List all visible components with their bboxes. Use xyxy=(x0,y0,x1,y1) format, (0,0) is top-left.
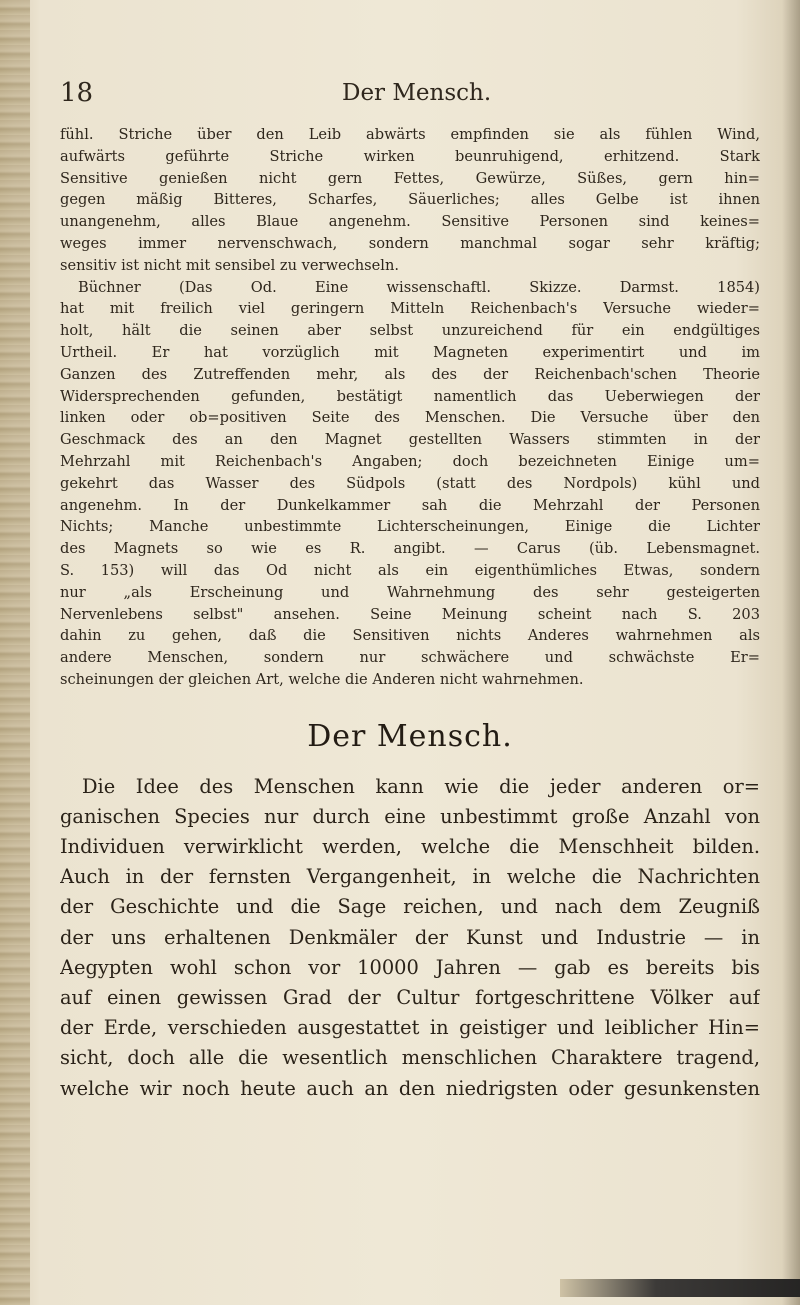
text-line: der uns erhaltenen Denkmäler der Kunst und Industrie — in xyxy=(60,925,760,949)
text-line: Nervenlebens selbst" ansehen. Seine Meinung scheint nach S. 203 xyxy=(60,605,760,623)
text-line: angenehm. In der Dunkelkammer sah die Mehrzahl der Personen xyxy=(60,496,760,514)
text-line: weges immer nervenschwach, sondern manchmal sogar sehr kräftig; xyxy=(60,234,760,252)
paragraph-sensitive-persons xyxy=(60,124,760,277)
text-line: dahin zu gehen, daß die Sensitiven nichts Anderes wahrnehmen als xyxy=(60,627,760,645)
text-line: unangenehm, alles Blaue angenehm. Sensitive Personen sind keines= xyxy=(60,213,760,231)
paragraph-buechner xyxy=(60,277,760,691)
text-line: Geschmack des an den Magnet gestellten Wassers stimmten in der xyxy=(60,431,760,449)
text-line: Nichts; Manche unbestimmte Lichterscheinungen, Einige die Lichter xyxy=(60,518,760,536)
text-line: der Geschichte und die Sage reichen, und nach dem Zeugniß xyxy=(60,895,760,919)
text-line: Aegypten wohl schon vor 10000 Jahren — gab es bereits bis xyxy=(60,955,760,979)
text-line: Individuen verwirklicht werden, welche die Menschheit bilden. xyxy=(60,835,760,859)
binding-gutter xyxy=(0,0,30,1305)
page-header xyxy=(60,78,760,118)
text-line: S. 153) will das Od nicht als ein eigenthümliches Etwas, sondern xyxy=(60,561,760,579)
text-line: scheinungen der gleichen Art, welche die Anderen nicht wahrnehmen. xyxy=(60,670,584,688)
text-line: Auch in der fernsten Vergangenheit, in welche die Nachrichten xyxy=(60,865,760,889)
text-line: des Magnets so wie es R. angibt. — Carus (üb. Lebensmagnet. xyxy=(60,540,760,558)
text-line: andere Menschen, sondern nur schwächere und schwächste Er= xyxy=(60,649,760,667)
page-edge-shadow xyxy=(782,0,800,1305)
text-line: Widersprechenden gefunden, bestätigt namentlich das Ueberwiegen der xyxy=(60,387,760,405)
text-line: Büchner (Das Od. Eine wissenschaftl. Skizze. Darmst. 1854) xyxy=(78,278,760,296)
text-line: Urtheil. Er hat vorzüglich mit Magneten experimentirt und im xyxy=(60,343,760,361)
text-line: hat mit freilich viel geringern Mitteln Reichenbach's Versuche wieder= xyxy=(60,300,760,318)
text-line: gekehrt das Wasser des Südpols (statt des Nordpols) kühl und xyxy=(60,474,760,492)
text-line: fühl. Striche über den Leib abwärts empfinden sie als fühlen Wind, xyxy=(60,126,760,143)
text-line: sensitiv ist nicht mit sensibel zu verwechseln. xyxy=(60,256,399,274)
text-line: Die Idee des Menschen kann wie die jeder anderen or= xyxy=(82,774,760,798)
text-line: sicht, doch alle die wesentlich menschlichen Charaktere tragend, xyxy=(60,1046,760,1070)
text-line: ganischen Species nur durch eine unbestimmt große Anzahl von xyxy=(60,804,760,828)
text-line: holt, hält die seinen aber selbst unzureichend für ein endgültiges xyxy=(60,322,760,340)
text-line: Ganzen des Zutreffenden mehr, als des der Reichenbach'schen Theorie xyxy=(60,365,760,383)
text-line: welche wir noch heute auch an den niedrigsten oder gesunkensten xyxy=(60,1076,760,1100)
text-line: der Erde, verschieden ausgestattet in geistiger und leiblicher Hin= xyxy=(60,1016,760,1040)
paragraph-idea-of-man xyxy=(60,772,760,1104)
text-line: linken oder ob=positiven Seite des Menschen. Die Versuche über den xyxy=(60,409,760,427)
scan-edge-bar xyxy=(560,1279,800,1297)
running-head: Der Mensch. xyxy=(342,80,492,106)
text-line: gegen mäßig Bitteres, Scharfes, Säuerliches; alles Gelbe ist ihnen xyxy=(60,191,760,209)
section-heading: Der Mensch. xyxy=(307,718,513,754)
text-line: Mehrzahl mit Reichenbach's Angaben; doch bezeichneten Einige um= xyxy=(60,452,760,470)
text-line: aufwärts geführte Striche wirken beunruhigend, erhitzend. Stark xyxy=(60,147,760,165)
text-line: Sensitive genießen nicht gern Fettes, Gewürze, Süßes, gern hin= xyxy=(60,169,760,187)
text-line: auf einen gewissen Grad der Cultur fortgeschrittene Völker auf xyxy=(60,986,760,1010)
page-number: 18 xyxy=(60,78,94,108)
text-line: nur „als Erscheinung und Wahrnehmung des sehr gesteigerten xyxy=(60,583,760,601)
body-text xyxy=(60,124,760,1104)
